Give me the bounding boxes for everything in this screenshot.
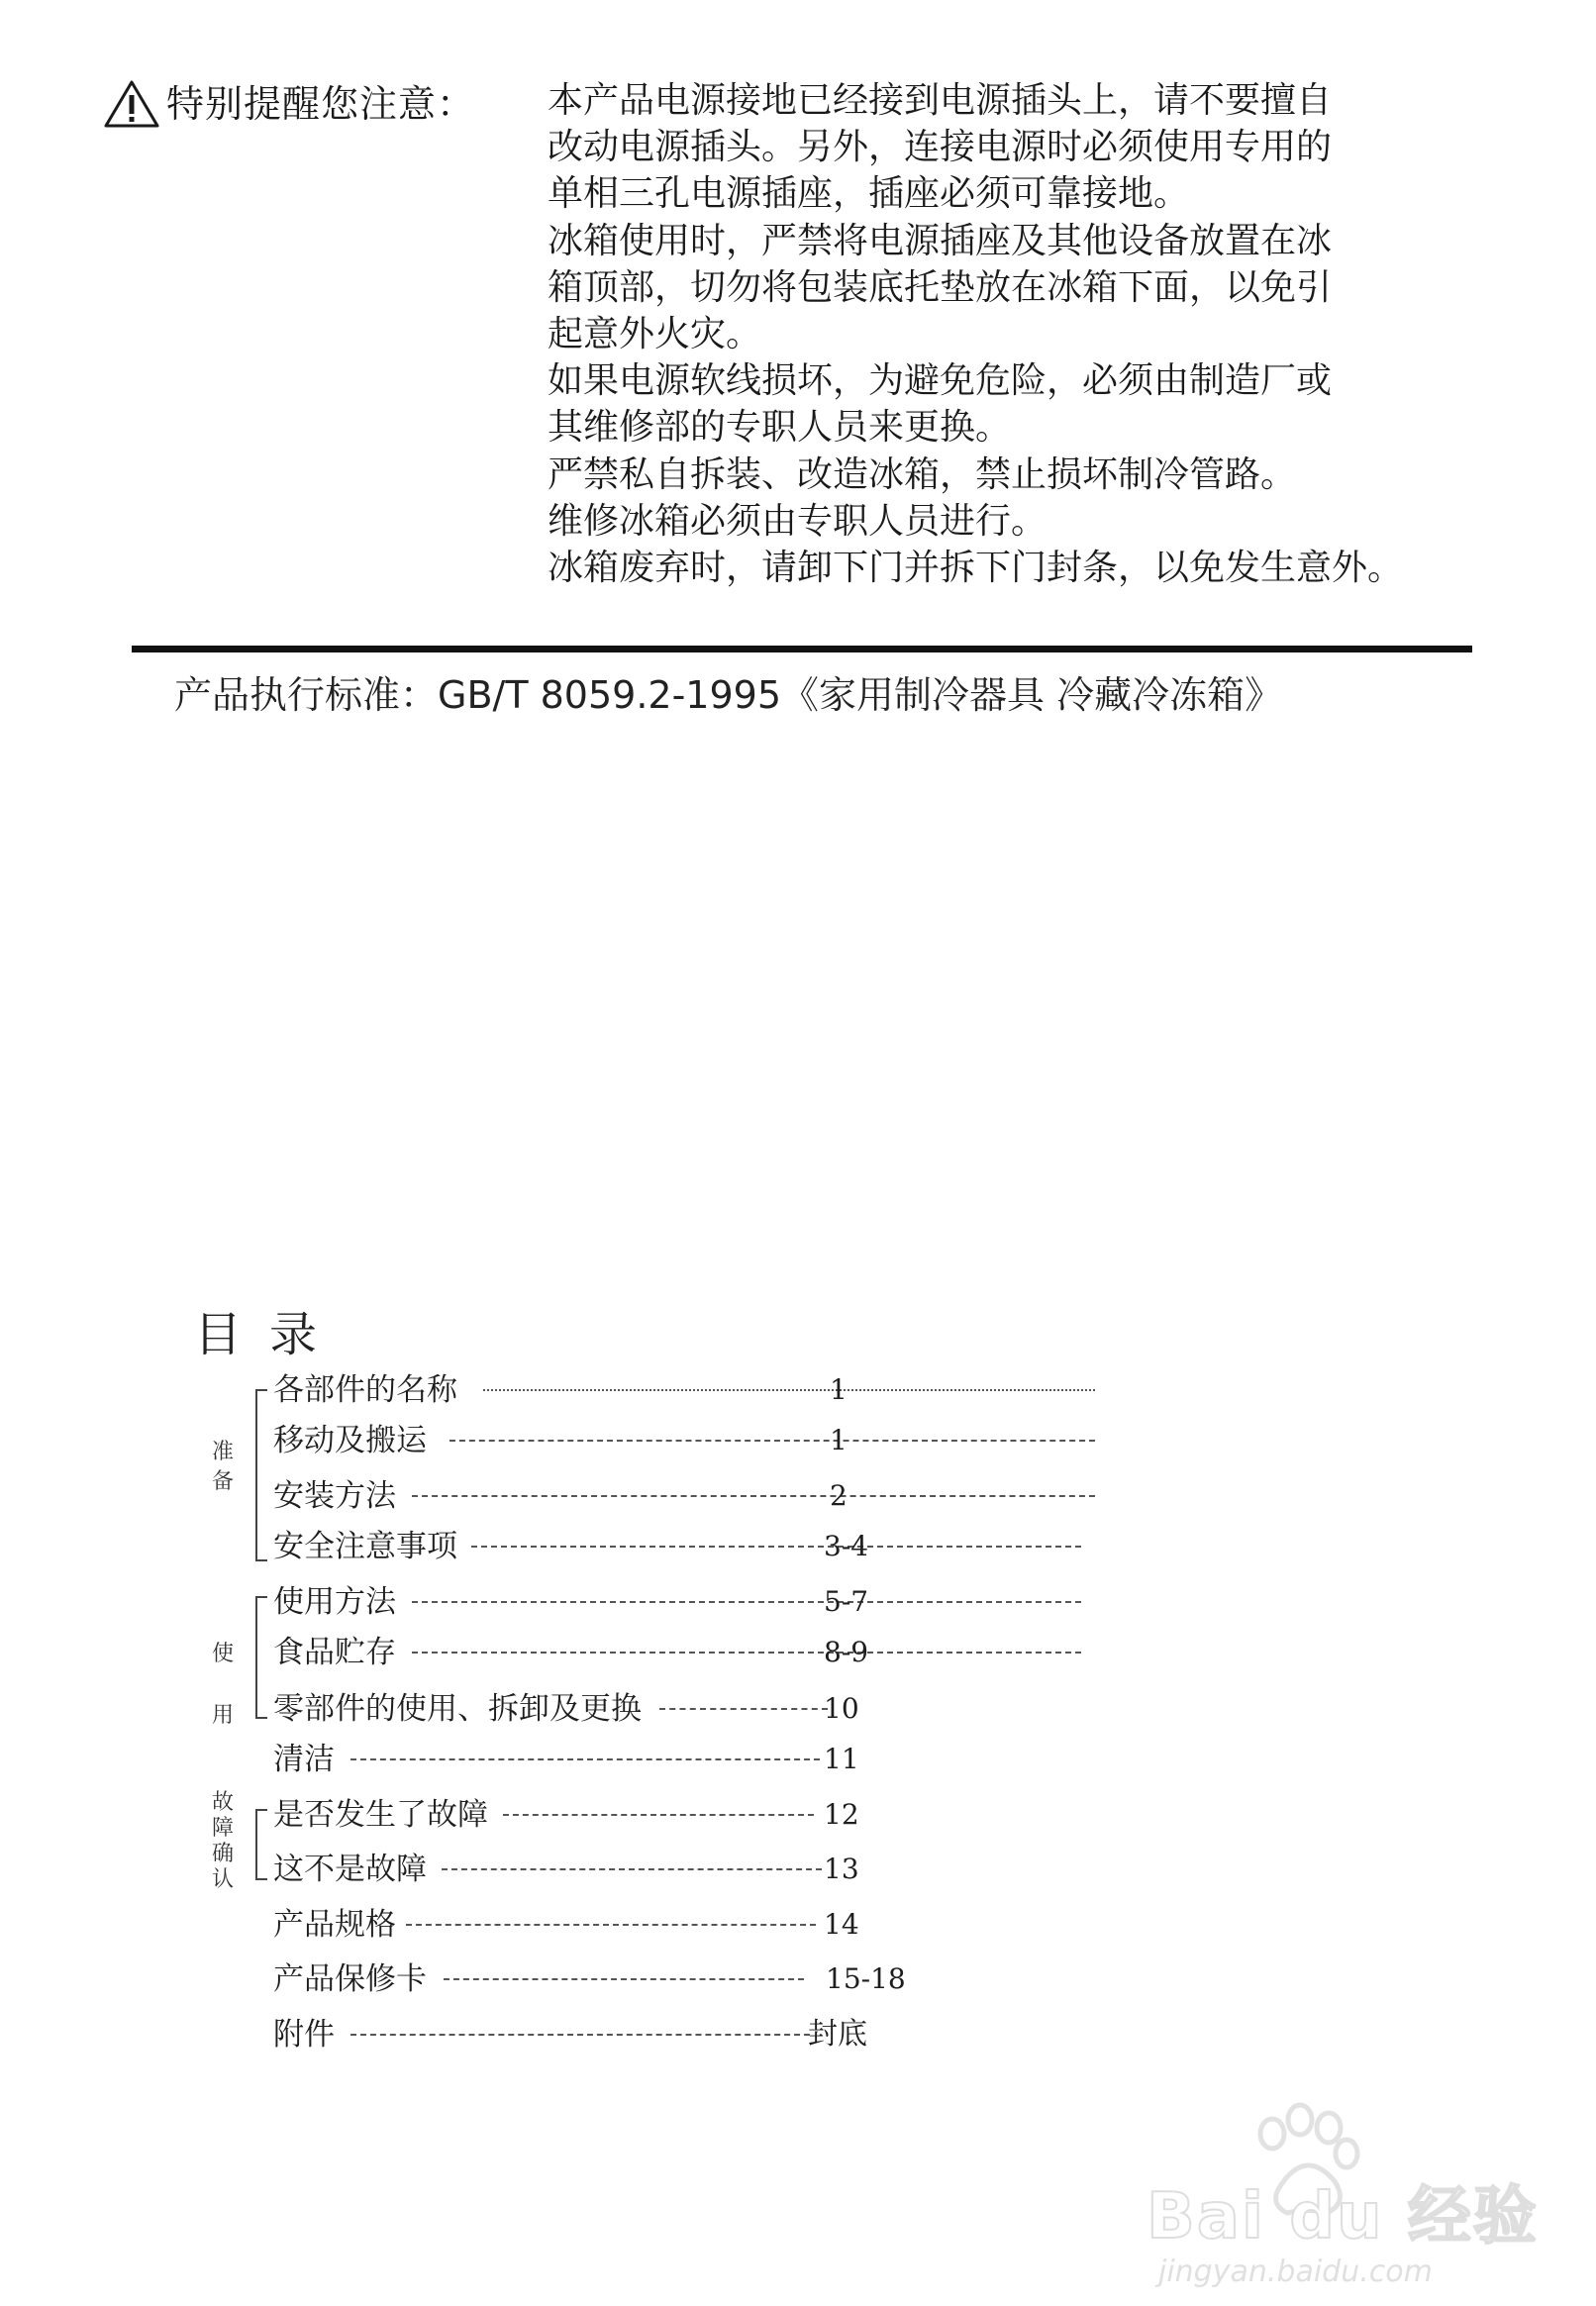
toc-leader xyxy=(350,2034,810,2036)
group-label-fault: 故障确认 xyxy=(211,1790,234,1892)
toc-item[interactable] xyxy=(273,1956,917,2002)
toc-leader xyxy=(412,1495,1095,1497)
warning-line: 严禁私自拆装、改造冰箱，禁止损坏制冷管路。 xyxy=(548,453,1297,495)
toc-item-page: 2 xyxy=(830,1479,848,1512)
toc-item-page: 12 xyxy=(824,1798,859,1831)
toc-leader xyxy=(412,1601,1081,1603)
toc-leader xyxy=(503,1814,814,1816)
toc-item[interactable] xyxy=(273,1524,917,1569)
toc-leader xyxy=(406,1924,816,1926)
toc-leader xyxy=(483,1389,1095,1391)
toc-leader xyxy=(444,1978,804,1980)
toc-item-label: 各部件的名称 xyxy=(273,1372,457,1408)
toc-leader xyxy=(442,1868,822,1870)
toc-item[interactable] xyxy=(273,1630,917,1675)
warning-line: 如果电源软线损坏，为避免危险，必须由制造厂或 xyxy=(548,360,1333,402)
warning-line: 起意外火灾。 xyxy=(548,313,762,354)
toc-item-label: 安全注意事项 xyxy=(273,1529,457,1564)
product-standard: 产品执行标准：GB/T 8059.2-1995《家用制冷器具 冷藏冷冻箱》 xyxy=(174,673,1283,717)
toc-item-label: 是否发生了故障 xyxy=(273,1797,488,1833)
toc-item-label: 移动及搬运 xyxy=(273,1423,427,1458)
toc-item-page: 10 xyxy=(824,1692,859,1725)
warning-line: 其维修部的专职人员来更换。 xyxy=(548,407,1012,449)
warning-line: 维修冰箱必须由专职人员进行。 xyxy=(548,500,1047,542)
group-bracket-prep xyxy=(255,1389,267,1561)
toc-item-page: 1 xyxy=(830,1424,848,1456)
warning-line: 冰箱使用时，严禁将电源插座及其他设备放置在冰 xyxy=(548,220,1333,261)
warning-line: 箱顶部，切勿将包装底托垫放在冰箱下面，以免引 xyxy=(548,266,1333,308)
toc-item[interactable] xyxy=(273,1792,917,1838)
toc-item-page: 5-7 xyxy=(824,1585,869,1618)
warning-body xyxy=(548,77,1587,591)
toc-item-label: 清洁 xyxy=(273,1742,335,1777)
toc-item[interactable] xyxy=(273,1737,917,1782)
watermark-url: jingyan.baidu.com xyxy=(1158,2255,1433,2289)
toc-item-page: 3-4 xyxy=(824,1530,869,1562)
toc-item-label: 产品规格 xyxy=(273,1907,396,1943)
toc-item-page: 13 xyxy=(824,1853,859,1885)
toc-leader xyxy=(412,1652,1081,1654)
toc-item-page: 封底 xyxy=(808,2017,867,2052)
toc-item-page: 15-18 xyxy=(826,1962,906,1995)
toc-item-page: 8-9 xyxy=(824,1636,869,1668)
group-label-prep: 准备 xyxy=(211,1440,234,1494)
toc-item[interactable] xyxy=(273,1686,917,1732)
group-bracket-fault xyxy=(255,1809,267,1880)
warning-line: 冰箱废弃时，请卸下门并拆下门封条，以免发生意外。 xyxy=(548,547,1404,588)
toc-leader xyxy=(350,1758,820,1760)
baidu-jingyan-watermark xyxy=(1139,2064,1539,2292)
toc-leader xyxy=(659,1708,828,1710)
warning-line: 单相三孔电源插座，插座必须可靠接地。 xyxy=(548,173,1190,215)
toc-item-label: 零部件的使用、拆卸及更换 xyxy=(273,1691,642,1727)
warning-triangle-icon xyxy=(103,79,160,129)
toc-item-label: 产品保修卡 xyxy=(273,1961,427,1997)
toc-item-label: 使用方法 xyxy=(273,1584,396,1620)
toc-item[interactable] xyxy=(273,1847,917,1892)
toc-item-label: 食品贮存 xyxy=(273,1635,396,1670)
toc-item-label: 这不是故障 xyxy=(273,1852,427,1887)
toc-leader xyxy=(471,1546,1081,1548)
toc-item-page: 14 xyxy=(824,1908,859,1941)
warning-line: 改动电源插头。另外，连接电源时必须使用专用的 xyxy=(548,127,1333,168)
group-bracket-use xyxy=(255,1596,267,1719)
toc-item-page: 11 xyxy=(824,1743,859,1775)
toc-item[interactable] xyxy=(273,1902,917,1948)
toc-item[interactable] xyxy=(273,1418,917,1463)
warning-title: 特别提醒您注意： xyxy=(166,82,476,126)
toc-item[interactable] xyxy=(273,2012,917,2057)
warning-line: 本产品电源接地已经接到电源插头上，请不要擅自 xyxy=(548,80,1333,121)
group-label-use: 使用 xyxy=(211,1642,234,1728)
toc-item[interactable] xyxy=(273,1579,917,1625)
toc-item-label: 附件 xyxy=(273,2017,335,2053)
horizontal-divider xyxy=(132,646,1472,652)
toc-title: 目录 xyxy=(194,1307,346,1362)
toc-item[interactable] xyxy=(273,1367,917,1413)
watermark-brand: Bai du 经验 xyxy=(1147,2180,1539,2254)
toc-item-page: 1 xyxy=(830,1373,848,1406)
toc-leader xyxy=(449,1440,1095,1442)
toc-item-label: 安装方法 xyxy=(273,1478,396,1514)
toc-item[interactable] xyxy=(273,1473,917,1519)
